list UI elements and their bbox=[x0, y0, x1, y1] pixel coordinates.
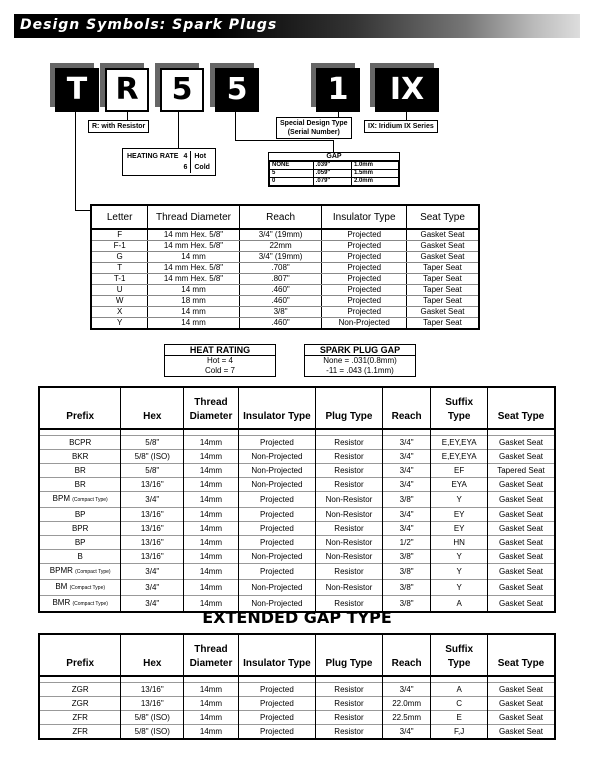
gap-cell: 5 bbox=[270, 170, 314, 178]
table-row bbox=[91, 318, 479, 330]
column-header: Prefix bbox=[39, 634, 121, 676]
table-cell: 14mm bbox=[184, 580, 239, 596]
table-cell: E,EY,EYA bbox=[431, 436, 488, 450]
table-cell: Projected bbox=[238, 436, 315, 450]
table-cell: Projected bbox=[238, 697, 315, 711]
table-cell: 14mm bbox=[184, 478, 239, 492]
column-header: Suffix Type bbox=[431, 387, 488, 429]
cold-number: 6 bbox=[182, 162, 190, 173]
table-cell: 3/8" bbox=[382, 580, 430, 596]
gap-cell: .059" bbox=[313, 170, 351, 178]
table-cell: Y bbox=[431, 492, 488, 508]
table-cell: 13/16" bbox=[121, 478, 184, 492]
plug-gap-box bbox=[304, 344, 416, 377]
prefix-code: BR bbox=[74, 480, 86, 489]
resistor-label: R: with Resistor bbox=[88, 120, 149, 133]
prefix-note: (Compact Type) bbox=[75, 569, 111, 575]
table-row bbox=[91, 241, 479, 252]
table-cell: A bbox=[431, 596, 488, 613]
table-cell: Resistor bbox=[316, 522, 383, 536]
letter-table-header: Seat Type bbox=[407, 205, 480, 229]
table-cell: Non-Projected bbox=[238, 478, 315, 492]
table-cell: Gasket Seat bbox=[487, 536, 555, 550]
table-cell: Projected bbox=[238, 683, 315, 697]
prefix-code: BPM bbox=[52, 494, 70, 503]
table-row bbox=[39, 508, 555, 522]
table-cell: Projected bbox=[238, 536, 315, 550]
table-row bbox=[91, 307, 479, 318]
table-cell: Projected bbox=[322, 285, 407, 296]
table-row bbox=[91, 252, 479, 263]
prefix-cell bbox=[39, 536, 121, 550]
column-header: Seat Type bbox=[487, 387, 555, 429]
table-cell: 3/4" bbox=[121, 564, 184, 580]
letter-table-header: Reach bbox=[239, 205, 322, 229]
table-cell: F bbox=[91, 229, 148, 241]
cold-label: Cold bbox=[194, 164, 210, 171]
prefix-code: ZFR bbox=[72, 727, 88, 736]
table-cell: 3/8" bbox=[382, 564, 430, 580]
prefix-code: ZGR bbox=[71, 685, 89, 694]
prefix-code: B bbox=[77, 552, 83, 561]
serial-number-text: (Serial Number) bbox=[287, 129, 340, 136]
table-cell: 14mm bbox=[184, 492, 239, 508]
table-cell: 5/8" bbox=[121, 436, 184, 450]
table-cell: Non-Projected bbox=[238, 580, 315, 596]
table-cell: 14 mm bbox=[148, 285, 239, 296]
table-row bbox=[39, 711, 555, 725]
prefix-code: BP bbox=[74, 510, 86, 519]
heat-rating-cold: Cold = 7 bbox=[204, 366, 236, 375]
table-row bbox=[39, 580, 555, 596]
extended-gap-title: EXTENDED GAP TYPE bbox=[202, 608, 392, 627]
table-cell: 14mm bbox=[184, 522, 239, 536]
table-cell: Gasket Seat bbox=[407, 241, 480, 252]
column-header: Insulator Type bbox=[238, 634, 315, 676]
table-cell: 14mm bbox=[184, 464, 239, 478]
table-cell: Non-Resistor bbox=[316, 536, 383, 550]
heating-rate-title: HEATING RATE bbox=[127, 153, 179, 160]
table-cell: .807" bbox=[239, 274, 322, 285]
table-cell: T bbox=[91, 263, 148, 274]
table-cell: Gasket Seat bbox=[407, 252, 480, 263]
plug-gap-11: -11 = .043 (1.1mm) bbox=[326, 366, 394, 375]
heating-rate-label bbox=[122, 148, 216, 176]
table-cell: .460" bbox=[239, 285, 322, 296]
table-cell: 14mm bbox=[184, 536, 239, 550]
table-cell: Projected bbox=[322, 307, 407, 318]
table-row bbox=[91, 263, 479, 274]
table-cell: Projected bbox=[322, 263, 407, 274]
prefix-code: BR bbox=[74, 466, 86, 475]
table-cell: 14 mm bbox=[148, 307, 239, 318]
table-cell: 14 mm Hex. 5/8" bbox=[148, 241, 239, 252]
table-cell: 13/16" bbox=[121, 522, 184, 536]
table-cell: 14mm bbox=[184, 711, 239, 725]
table-cell: 5/8" bbox=[121, 464, 184, 478]
table-cell: 3/4" bbox=[382, 464, 430, 478]
table-row bbox=[91, 296, 479, 307]
table-cell: Non-Resistor bbox=[316, 580, 383, 596]
prefix-cell bbox=[39, 464, 121, 478]
prefix-code: ZFR bbox=[72, 713, 88, 722]
gap-cell: 1.5mm bbox=[351, 170, 398, 178]
code-letter-ix: IX bbox=[375, 68, 439, 112]
letter-table-header: Insulator Type bbox=[322, 205, 407, 229]
special-design-label bbox=[276, 117, 352, 139]
table-cell: Projected bbox=[322, 241, 407, 252]
letter-table-header: Thread Diameter bbox=[148, 205, 239, 229]
table-cell: Resistor bbox=[316, 436, 383, 450]
gap-legend bbox=[268, 152, 400, 187]
connector-line bbox=[406, 112, 407, 120]
table-cell: Projected bbox=[322, 229, 407, 241]
prefix-code: BCPR bbox=[69, 438, 92, 447]
gap-cell: .079" bbox=[313, 178, 351, 186]
gap-table bbox=[269, 161, 399, 186]
prefix-table bbox=[38, 386, 556, 613]
table-cell: 14mm bbox=[184, 683, 239, 697]
header-banner bbox=[14, 14, 580, 38]
table-row bbox=[91, 229, 479, 241]
table-cell: Non-Projected bbox=[238, 550, 315, 564]
prefix-cell bbox=[39, 508, 121, 522]
heat-rating-hot: Hot = 4 bbox=[206, 356, 233, 365]
table-cell: 3/4" bbox=[121, 596, 184, 613]
table-cell: Y bbox=[431, 580, 488, 596]
gap-title: GAP bbox=[269, 153, 399, 161]
gap-cell: NONE bbox=[270, 162, 314, 170]
table-cell: 5/8" (ISO) bbox=[121, 450, 184, 464]
table-cell: EF bbox=[431, 464, 488, 478]
prefix-cell bbox=[39, 478, 121, 492]
hot-number: 4 bbox=[182, 151, 190, 162]
connector-line bbox=[178, 112, 179, 148]
table-cell: 14 mm Hex. 5/8" bbox=[148, 263, 239, 274]
table-cell: Non-Resistor bbox=[316, 508, 383, 522]
column-header: Suffix Type bbox=[431, 634, 488, 676]
table-cell: Non-Projected bbox=[238, 596, 315, 613]
table-cell: EY bbox=[431, 522, 488, 536]
table-cell: E bbox=[431, 711, 488, 725]
table-cell: 3/4" bbox=[382, 478, 430, 492]
table-row bbox=[39, 683, 555, 697]
plug-gap-none: None = .031(0.8mm) bbox=[323, 356, 397, 365]
table-cell: Y bbox=[91, 318, 148, 330]
table-cell: Tapered Seat bbox=[487, 464, 555, 478]
prefix-code: BP bbox=[74, 538, 86, 547]
gap-row bbox=[270, 170, 399, 178]
table-cell: Gasket Seat bbox=[487, 478, 555, 492]
table-cell: Resistor bbox=[316, 697, 383, 711]
table-row bbox=[39, 478, 555, 492]
table-cell: 13/16" bbox=[121, 550, 184, 564]
table-cell: Projected bbox=[238, 508, 315, 522]
table-cell: 14mm bbox=[184, 450, 239, 464]
connector-line bbox=[127, 112, 128, 120]
table-cell: Gasket Seat bbox=[487, 697, 555, 711]
table-cell: 14 mm Hex. 5/8" bbox=[148, 229, 239, 241]
table-cell: 5/8" (ISO) bbox=[121, 725, 184, 740]
table-cell: Gasket Seat bbox=[487, 492, 555, 508]
table-cell: 22.0mm bbox=[382, 697, 430, 711]
table-cell: 14 mm bbox=[148, 318, 239, 330]
table-cell: 13/16" bbox=[121, 697, 184, 711]
heat-rating-box bbox=[164, 344, 276, 377]
column-header: Thread Diameter bbox=[184, 634, 239, 676]
table-row bbox=[39, 450, 555, 464]
table-cell: 14mm bbox=[184, 596, 239, 613]
table-cell: 3/4" bbox=[382, 508, 430, 522]
table-cell: Projected bbox=[238, 522, 315, 536]
table-cell: 3/8" bbox=[382, 550, 430, 564]
table-cell: 3/8" bbox=[239, 307, 322, 318]
table-cell: 13/16" bbox=[121, 508, 184, 522]
table-row bbox=[39, 522, 555, 536]
table-row bbox=[39, 436, 555, 450]
table-cell: 3/8" bbox=[382, 492, 430, 508]
letter-table-header: Letter bbox=[91, 205, 148, 229]
table-cell: .708" bbox=[239, 263, 322, 274]
prefix-cell bbox=[39, 580, 121, 596]
table-cell: 3/8" bbox=[382, 596, 430, 613]
code-letter-heat: 5 bbox=[160, 68, 204, 112]
connector-line bbox=[75, 112, 76, 210]
table-cell: 13/16" bbox=[121, 683, 184, 697]
table-cell: Projected bbox=[238, 711, 315, 725]
gap-cell: 2.0mm bbox=[351, 178, 398, 186]
prefix-cell bbox=[39, 550, 121, 564]
prefix-cell bbox=[39, 564, 121, 580]
page-title: Design Symbols: Spark Plugs bbox=[20, 17, 278, 33]
table-cell: 5/8" (ISO) bbox=[121, 711, 184, 725]
prefix-cell bbox=[39, 683, 121, 697]
table-cell: Gasket Seat bbox=[407, 307, 480, 318]
table-cell: F,J bbox=[431, 725, 488, 740]
column-header: Thread Diameter bbox=[184, 387, 239, 429]
table-cell: G bbox=[91, 252, 148, 263]
table-cell: Projected bbox=[322, 274, 407, 285]
gap-cell: 0 bbox=[270, 178, 314, 186]
table-row bbox=[39, 464, 555, 478]
column-header: Plug Type bbox=[316, 634, 383, 676]
table-cell: Gasket Seat bbox=[487, 550, 555, 564]
table-cell: Taper Seat bbox=[407, 296, 480, 307]
table-cell: Projected bbox=[322, 252, 407, 263]
table-cell: Gasket Seat bbox=[407, 229, 480, 241]
table-cell: 22.5mm bbox=[382, 711, 430, 725]
prefix-cell bbox=[39, 450, 121, 464]
table-cell: Taper Seat bbox=[407, 318, 480, 330]
table-cell: Gasket Seat bbox=[487, 580, 555, 596]
table-cell: Projected bbox=[322, 296, 407, 307]
hot-label: Hot bbox=[194, 153, 207, 160]
table-cell: 3/4" bbox=[121, 580, 184, 596]
connector-line bbox=[235, 140, 333, 141]
table-cell: HN bbox=[431, 536, 488, 550]
column-header: Insulator Type bbox=[238, 387, 315, 429]
table-cell: 14mm bbox=[184, 436, 239, 450]
table-cell: Non-Resistor bbox=[316, 492, 383, 508]
prefix-note: (Compact Type) bbox=[72, 601, 108, 607]
gap-cell: 1.0mm bbox=[351, 162, 398, 170]
iridium-label: IX: Iridium IX Series bbox=[364, 120, 438, 133]
table-row bbox=[39, 564, 555, 580]
table-cell: 3/4" bbox=[382, 450, 430, 464]
table-cell: 14mm bbox=[184, 725, 239, 740]
prefix-code: BMR bbox=[52, 598, 71, 607]
table-cell: Non-Resistor bbox=[316, 550, 383, 564]
table-cell: 3/4" bbox=[382, 683, 430, 697]
prefix-cell bbox=[39, 725, 121, 740]
table-cell: Resistor bbox=[316, 683, 383, 697]
column-header: Seat Type bbox=[487, 634, 555, 676]
table-cell: Non-Projected bbox=[238, 464, 315, 478]
table-cell: Y bbox=[431, 550, 488, 564]
gap-row bbox=[270, 178, 399, 186]
prefix-cell bbox=[39, 492, 121, 508]
table-cell: 3/4" bbox=[382, 725, 430, 740]
table-cell: Resistor bbox=[316, 464, 383, 478]
column-header: Hex bbox=[121, 634, 184, 676]
prefix-code: BPMR bbox=[49, 566, 73, 575]
table-cell: Projected bbox=[238, 564, 315, 580]
table-cell: Gasket Seat bbox=[487, 522, 555, 536]
table-row bbox=[39, 725, 555, 740]
column-header: Reach bbox=[382, 387, 430, 429]
column-header: Prefix bbox=[39, 387, 121, 429]
special-design-text: Special Design Type bbox=[280, 120, 348, 127]
table-cell: Taper Seat bbox=[407, 285, 480, 296]
table-row bbox=[39, 697, 555, 711]
extended-gap-table bbox=[38, 633, 556, 740]
plug-gap-title: SPARK PLUG GAP bbox=[305, 345, 415, 356]
heat-rating-title: HEAT RATING bbox=[165, 345, 275, 356]
table-cell: 14 mm bbox=[148, 252, 239, 263]
table-cell: 14mm bbox=[184, 564, 239, 580]
table-cell: Resistor bbox=[316, 450, 383, 464]
table-cell: C bbox=[431, 697, 488, 711]
table-cell: Non-Projected bbox=[322, 318, 407, 330]
gap-row bbox=[270, 162, 399, 170]
table-cell: Non-Projected bbox=[238, 450, 315, 464]
table-cell: EYA bbox=[431, 478, 488, 492]
prefix-code: ZGR bbox=[71, 699, 89, 708]
code-letter-t: T bbox=[55, 68, 99, 112]
table-cell: 14mm bbox=[184, 508, 239, 522]
gap-cell: .039" bbox=[313, 162, 351, 170]
connector-line bbox=[333, 140, 334, 152]
table-cell: T-1 bbox=[91, 274, 148, 285]
table-cell: 13/16" bbox=[121, 536, 184, 550]
table-cell: E,EY,EYA bbox=[431, 450, 488, 464]
prefix-cell bbox=[39, 697, 121, 711]
table-cell: F-1 bbox=[91, 241, 148, 252]
table-cell: Gasket Seat bbox=[487, 711, 555, 725]
table-cell: 18 mm bbox=[148, 296, 239, 307]
table-cell: .460" bbox=[239, 296, 322, 307]
table-cell: Gasket Seat bbox=[487, 683, 555, 697]
prefix-cell bbox=[39, 436, 121, 450]
table-cell: Resistor bbox=[316, 725, 383, 740]
table-cell: Gasket Seat bbox=[487, 596, 555, 613]
table-row bbox=[91, 285, 479, 296]
column-header: Hex bbox=[121, 387, 184, 429]
table-row bbox=[91, 274, 479, 285]
prefix-cell bbox=[39, 711, 121, 725]
code-letter-gap: 5 bbox=[215, 68, 259, 112]
column-header: Plug Type bbox=[316, 387, 383, 429]
table-cell: Resistor bbox=[316, 711, 383, 725]
table-cell: Gasket Seat bbox=[487, 436, 555, 450]
table-cell: 14mm bbox=[184, 697, 239, 711]
table-cell: EY bbox=[431, 508, 488, 522]
table-cell: Projected bbox=[238, 725, 315, 740]
prefix-cell bbox=[39, 522, 121, 536]
connector-line bbox=[75, 210, 90, 211]
table-cell: 3/4" bbox=[121, 492, 184, 508]
table-cell: .460" bbox=[239, 318, 322, 330]
table-row bbox=[39, 536, 555, 550]
prefix-note: (Compact Type) bbox=[72, 497, 108, 503]
table-cell: Gasket Seat bbox=[487, 450, 555, 464]
table-cell: Resistor bbox=[316, 478, 383, 492]
table-cell: 1/2" bbox=[382, 536, 430, 550]
code-letter-special: 1 bbox=[316, 68, 360, 112]
table-cell: 3/4" (19mm) bbox=[239, 229, 322, 241]
table-cell: Y bbox=[431, 564, 488, 580]
table-cell: X bbox=[91, 307, 148, 318]
prefix-code: BKR bbox=[71, 452, 89, 461]
letter-table bbox=[90, 204, 480, 330]
table-cell: Taper Seat bbox=[407, 263, 480, 274]
table-cell: A bbox=[431, 683, 488, 697]
code-letter-r: R bbox=[105, 68, 149, 112]
table-cell: 14 mm Hex. 5/8" bbox=[148, 274, 239, 285]
prefix-note: (Compact Type) bbox=[69, 585, 106, 591]
connector-line bbox=[235, 112, 236, 140]
table-cell: 22mm bbox=[239, 241, 322, 252]
table-row bbox=[39, 492, 555, 508]
table-cell: 3/4" bbox=[382, 436, 430, 450]
table-row bbox=[39, 550, 555, 564]
table-cell: W bbox=[91, 296, 148, 307]
table-cell: U bbox=[91, 285, 148, 296]
table-cell: Gasket Seat bbox=[487, 725, 555, 740]
table-cell: 3/4" bbox=[382, 522, 430, 536]
prefix-code: BPR bbox=[71, 524, 89, 533]
table-cell: Gasket Seat bbox=[487, 508, 555, 522]
table-cell: 3/4" (19mm) bbox=[239, 252, 322, 263]
table-cell: Gasket Seat bbox=[487, 564, 555, 580]
prefix-code: BM bbox=[55, 582, 68, 591]
table-cell: 14mm bbox=[184, 550, 239, 564]
table-cell: Projected bbox=[238, 492, 315, 508]
table-cell: Resistor bbox=[316, 596, 383, 613]
column-header: Reach bbox=[382, 634, 430, 676]
table-cell: Resistor bbox=[316, 564, 383, 580]
table-cell: Taper Seat bbox=[407, 274, 480, 285]
